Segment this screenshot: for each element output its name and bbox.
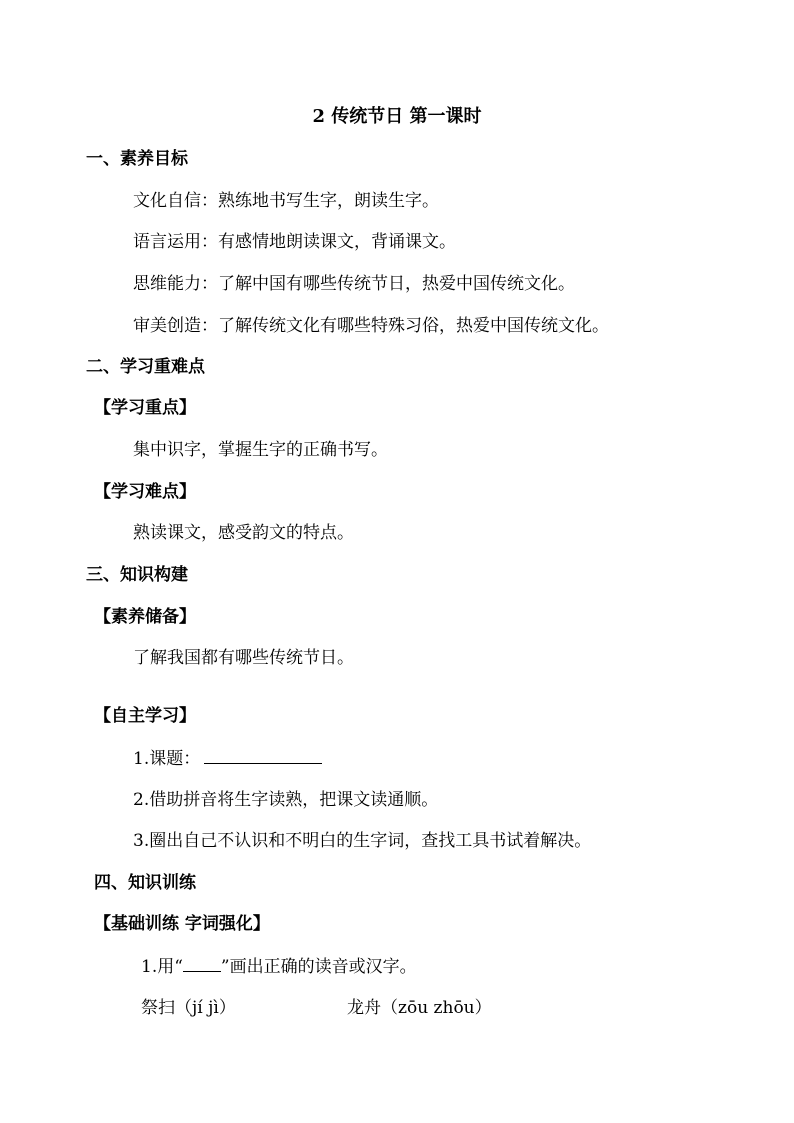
section2-heading: 二、学习重难点 [86, 357, 205, 377]
question-1-prefix: 1.用“ [141, 957, 183, 977]
page-title: 2 传统节日 第一课时 [312, 106, 482, 127]
lesson-title-label: 1.课题： [133, 749, 201, 769]
word-item: 龙舟（zōu zhōu） [347, 998, 492, 1018]
goal-item: 审美创造：了解传统文化有哪些特殊习俗，热爱中国传统文化。 [133, 316, 609, 336]
goal-item: 文化自信：熟练地书写生字，朗读生字。 [133, 191, 439, 211]
section4-heading: 四、知识训练 [94, 873, 196, 893]
self-study-label: 【自主学习】 [94, 706, 196, 726]
key-point-label: 【学习重点】 [94, 398, 196, 418]
difficult-point-text: 熟读课文，感受韵文的特点。 [133, 523, 354, 543]
question-1 [141, 955, 417, 978]
self-study-item-2: 2.借助拼音将生字读熟，把课文读通顺。 [133, 790, 439, 810]
lesson-title-blank[interactable] [204, 747, 322, 764]
preparation-label: 【素养储备】 [94, 607, 196, 627]
preparation-text: 了解我国都有哪些传统节日。 [133, 648, 354, 668]
self-study-item-3: 3.圈出自己不认识和不明白的生字词，查找工具书试着解决。 [133, 831, 592, 851]
question-1-suffix: ”画出正确的读音或汉字。 [220, 957, 417, 977]
section3-heading: 三、知识构建 [86, 565, 188, 585]
word-item: 祭扫（jí jì） [141, 998, 236, 1018]
key-point-text: 集中识字，掌握生字的正确书写。 [133, 440, 388, 460]
self-study-item-1 [133, 747, 322, 770]
difficult-point-label: 【学习难点】 [94, 482, 196, 502]
basic-training-label: 【基础训练 字词强化】 [94, 914, 270, 934]
goal-item: 语言运用：有感情地朗读课文，背诵课文。 [133, 232, 456, 252]
goal-item: 思维能力：了解中国有哪些传统节日，热爱中国传统文化。 [133, 274, 575, 294]
underline-sample [183, 955, 221, 972]
section1-heading: 一、素养目标 [86, 149, 188, 169]
